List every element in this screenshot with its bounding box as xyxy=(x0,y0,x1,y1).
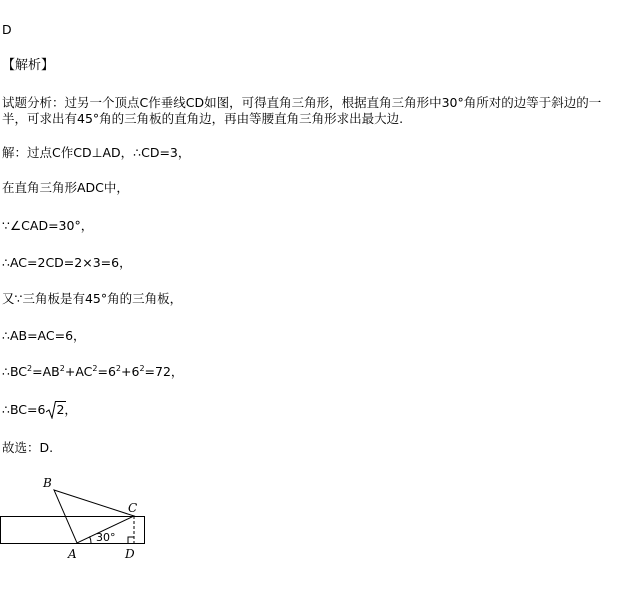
section-title: 【解析】 xyxy=(2,58,55,73)
solution-step-2: 在直角三角形ADC中， xyxy=(2,180,129,195)
label-b: B xyxy=(43,476,52,490)
exponent: 2 xyxy=(115,363,122,373)
solution-step-5: 又∵三角板是有45°角的三角板， xyxy=(2,291,183,306)
angle-arc xyxy=(90,537,92,544)
step7-part1: =AB xyxy=(32,364,60,379)
exponent: 2 xyxy=(59,363,65,373)
step7-part3: =6 xyxy=(97,364,116,379)
radicand: 2 xyxy=(56,402,65,417)
solution-step-3: ∵∠CAD=30°， xyxy=(2,218,94,233)
answer-letter: D xyxy=(2,22,12,37)
label-a: A xyxy=(68,547,77,561)
step7-part5: =72， xyxy=(144,364,184,379)
label-c: C xyxy=(128,501,138,515)
step7-part4: +6 xyxy=(121,364,140,379)
step7-prefix: ∴BC xyxy=(2,364,28,379)
solution-step-4: ∴AC=2CD=2×3=6， xyxy=(2,255,132,270)
exponent: 2 xyxy=(27,363,33,373)
solution-step-6: ∴AB=AC=6， xyxy=(2,328,86,343)
solution-step-8 xyxy=(2,402,77,418)
analysis-paragraph: 试题分析：过另一个顶点C作垂线CD如图，可得直角三角形，根据直角三角形中30°角所对的边等于斜边的一半，可求出有45°角的三角板的直角边，再由等腰直角三角形求出最大边. xyxy=(2,95,602,126)
label-d: D xyxy=(125,547,135,561)
conclusion: 故选：D. xyxy=(2,440,54,455)
geometry-figure xyxy=(0,472,200,562)
step8-suffix: ， xyxy=(64,402,77,417)
right-angle-mark xyxy=(128,537,134,543)
radical-sign-icon xyxy=(46,401,56,419)
solution-step-7 xyxy=(2,364,183,380)
ruler-rectangle xyxy=(1,517,145,544)
step7-part2: +AC xyxy=(64,364,93,379)
exponent: 2 xyxy=(92,363,98,373)
solution-step-1: 解：过点C作CD⊥AD，∴CD=3， xyxy=(2,145,191,160)
square-root xyxy=(46,402,64,418)
angle-label: 30° xyxy=(96,531,116,544)
step8-prefix: ∴BC=6 xyxy=(2,402,46,417)
exponent: 2 xyxy=(139,363,145,373)
